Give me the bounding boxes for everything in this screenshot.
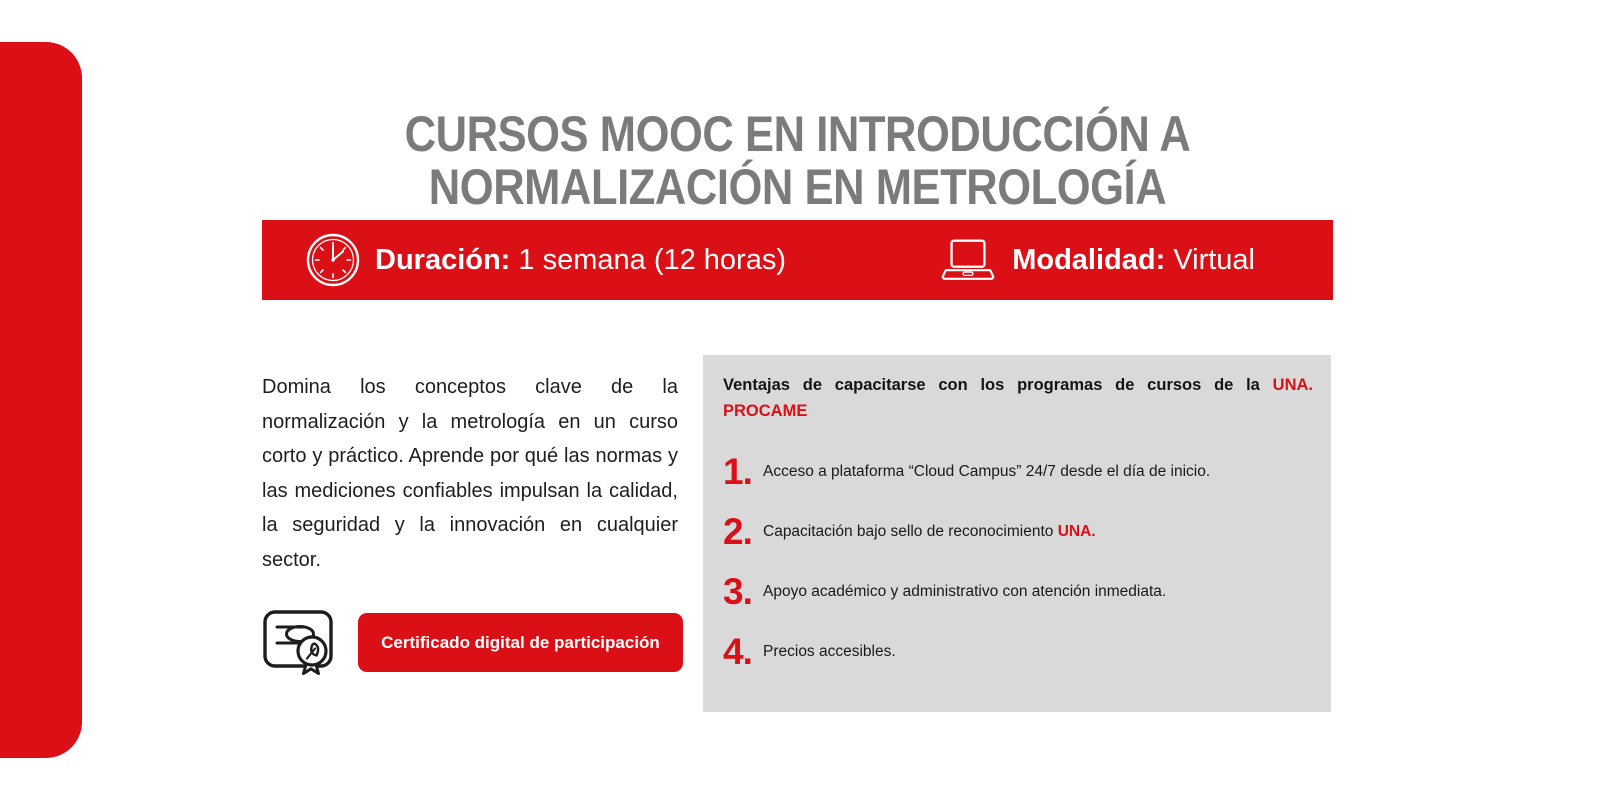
item-text xyxy=(763,582,1166,602)
page-title-line-1: CURSOS MOOC EN INTRODUCCIÓN A xyxy=(404,105,1191,162)
duration-value: 1 semana (12 horas) xyxy=(518,243,786,276)
item-number: 4. xyxy=(723,631,752,672)
item-text-main: Acceso a plataforma “Cloud Campus” 24/7 desde el día de inicio. xyxy=(763,463,1211,480)
item-text-main: Precios accesibles. xyxy=(763,643,896,660)
laptop-icon xyxy=(939,237,997,283)
page-title xyxy=(262,105,1333,215)
item-text-main: Capacitación bajo sello de reconocimiento xyxy=(763,523,1054,540)
left-accent-bar xyxy=(0,42,82,758)
item-number: 1. xyxy=(723,451,752,492)
modality-value: Virtual xyxy=(1173,243,1255,276)
item-number: 3. xyxy=(723,571,752,612)
list-item xyxy=(723,571,1313,612)
modality-text xyxy=(1012,244,1255,277)
item-number: 2. xyxy=(723,511,752,552)
clock-icon xyxy=(306,233,360,287)
info-banner xyxy=(262,220,1333,300)
advantages-heading-highlight: UNA. PROCAME xyxy=(723,376,1313,420)
item-text xyxy=(763,462,1210,482)
certificate-button[interactable]: Certificado digital de participación xyxy=(358,613,683,672)
duration-label: Duración: xyxy=(375,243,511,276)
item-text-highlight: UNA. xyxy=(1057,523,1096,540)
advantages-panel xyxy=(703,355,1331,712)
list-item xyxy=(723,631,1313,672)
item-text xyxy=(763,642,896,662)
modality-label: Modalidad: xyxy=(1012,243,1166,276)
page-title-line-2: NORMALIZACIÓN EN METROLOGÍA xyxy=(428,158,1167,215)
duration-text xyxy=(375,244,786,277)
list-item xyxy=(723,451,1313,492)
list-item xyxy=(723,511,1313,552)
advantages-heading-text: Ventajas de capacitarse con los programas de cursos de la xyxy=(723,376,1260,394)
advantages-heading xyxy=(723,372,1313,424)
modality-group xyxy=(939,237,1255,283)
course-description: Domina los conceptos clave de la normalización y la metrología en un curso corto y práctico. Aprende por qué las normas y las mediciones confiables impulsan la calidad, la seguridad y la innovación en cualquier sector. xyxy=(262,376,678,571)
item-text-main: Apoyo académico y administrativo con atención inmediata. xyxy=(763,583,1167,600)
certificate-icon xyxy=(262,606,340,678)
duration-group xyxy=(306,233,786,287)
item-text xyxy=(763,522,1096,542)
